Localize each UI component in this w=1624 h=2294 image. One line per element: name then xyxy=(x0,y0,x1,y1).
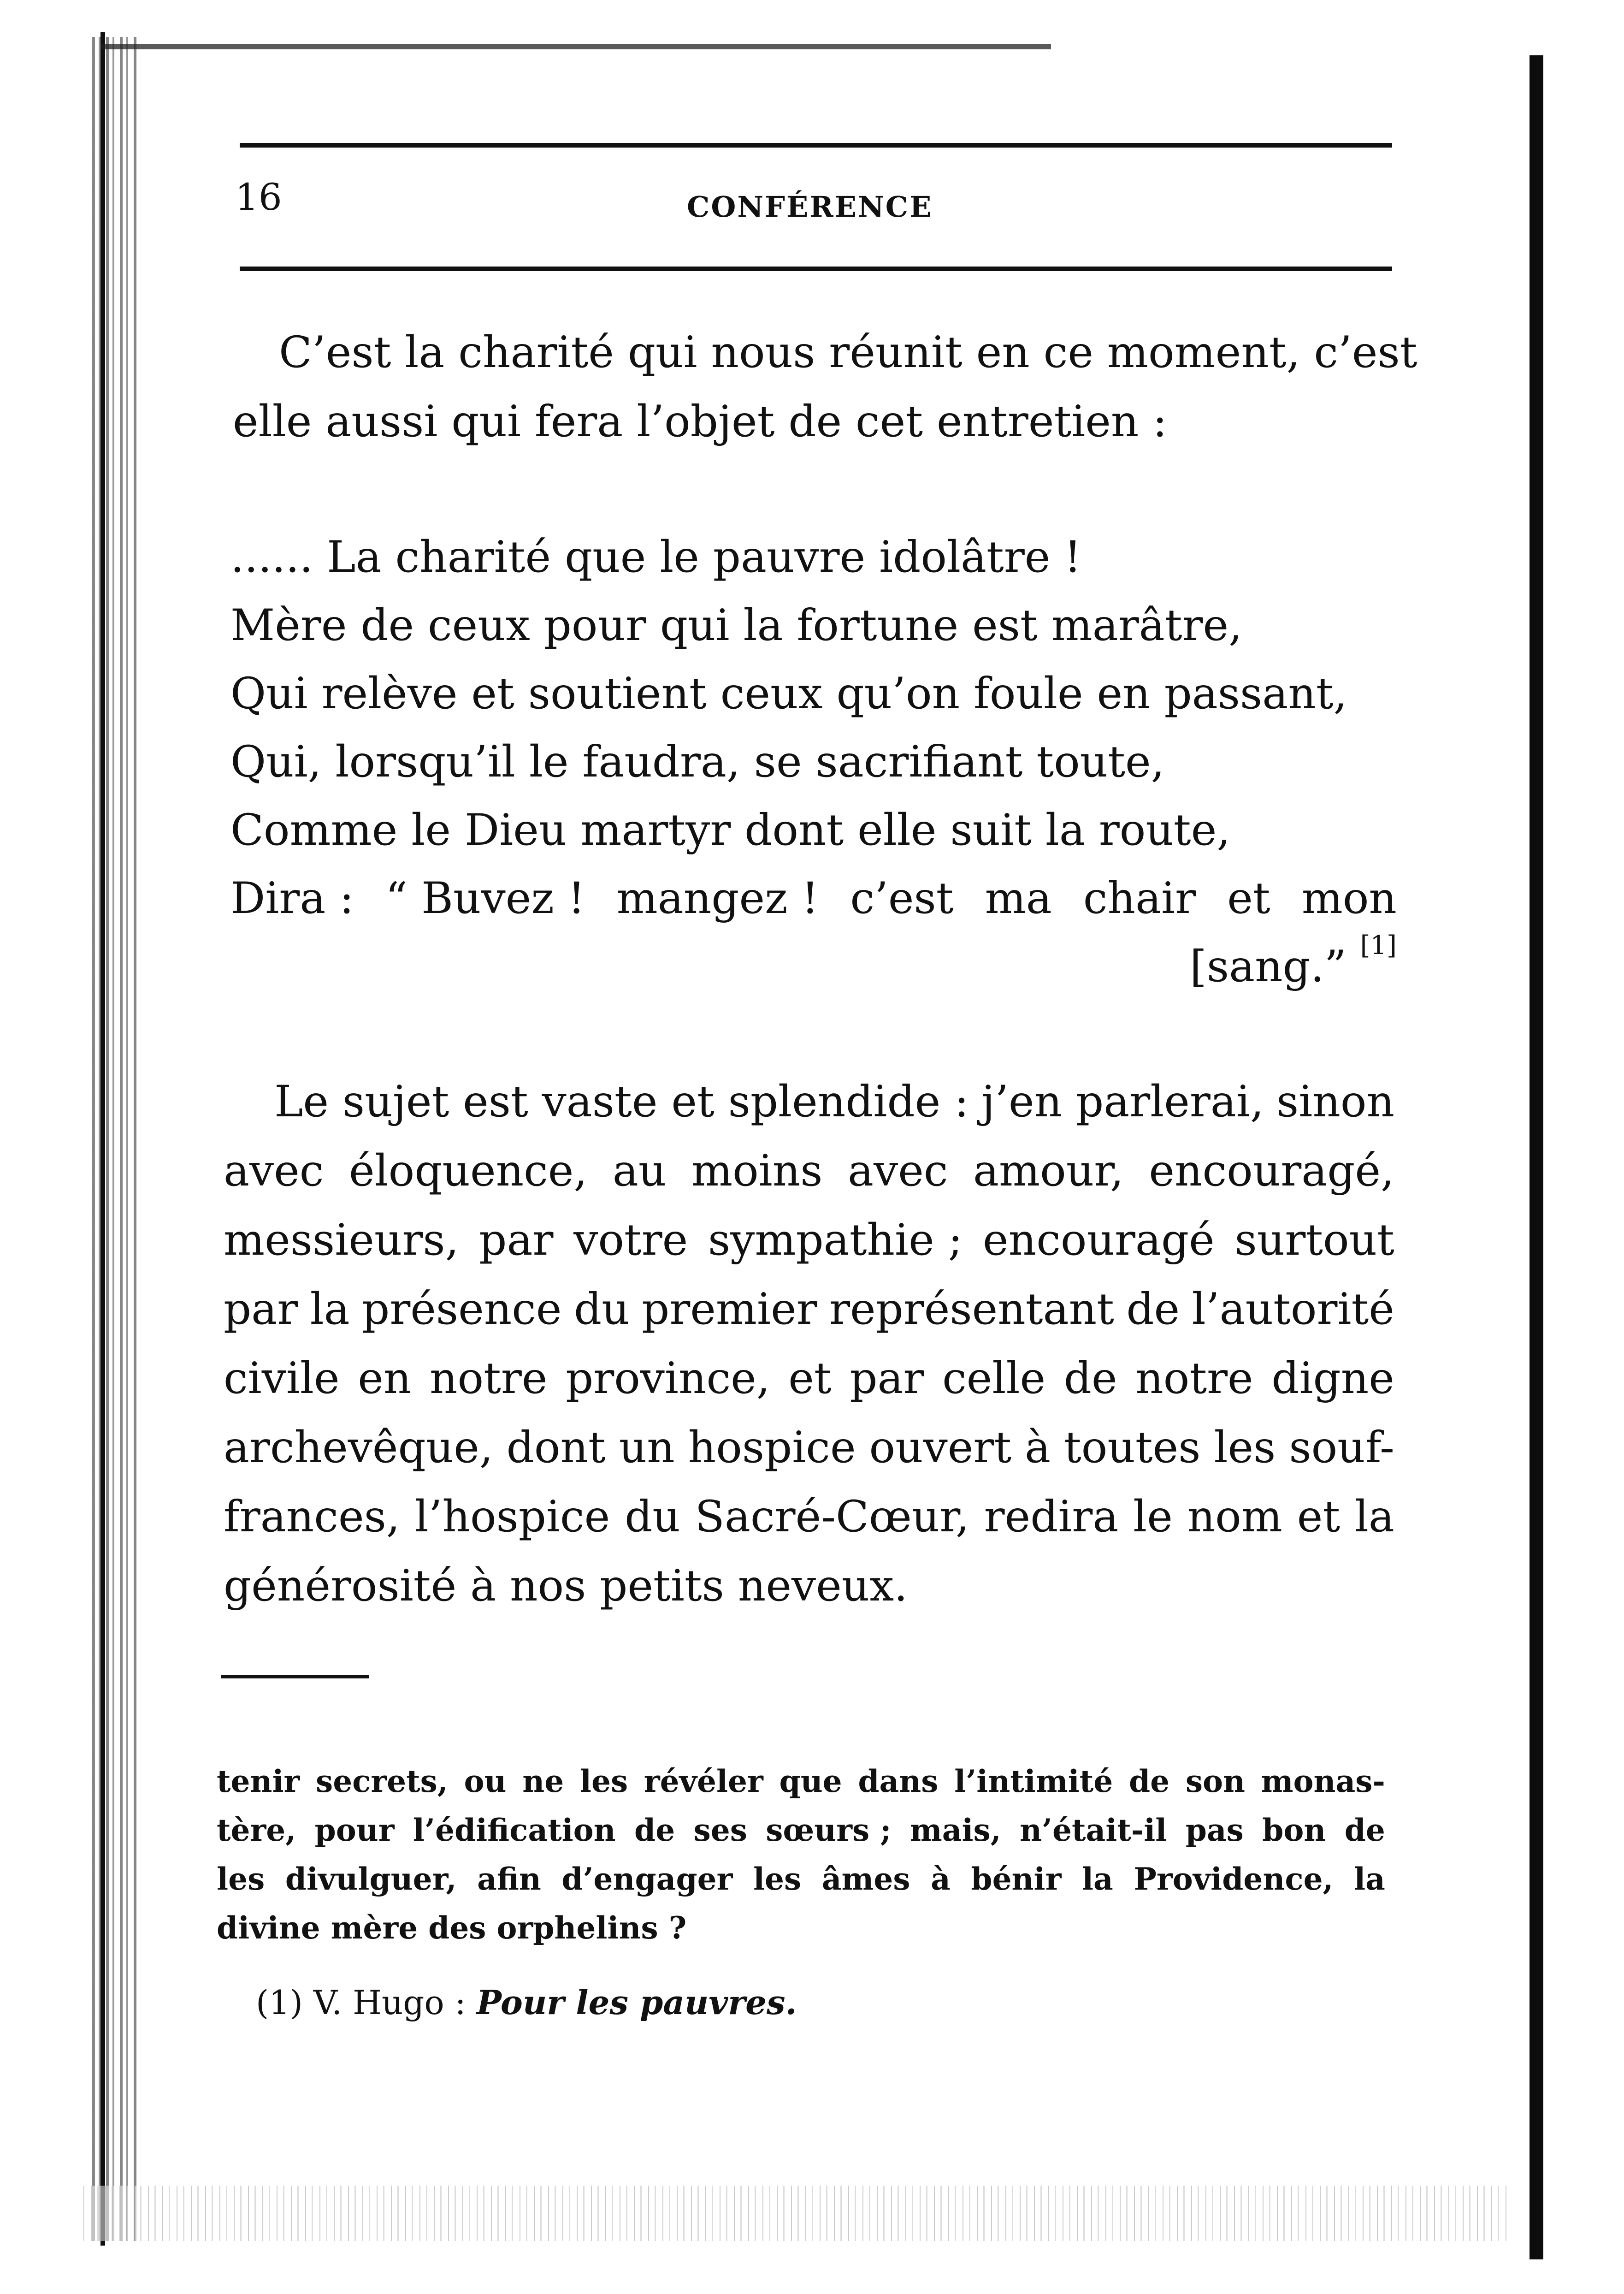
word: mon xyxy=(1301,873,1397,924)
word: âmes xyxy=(821,1861,910,1897)
scan-binding-line xyxy=(100,32,105,2246)
word: Le sujet est vaste et splendide : xyxy=(274,1077,969,1127)
word: hospice xyxy=(688,1423,856,1473)
word: les xyxy=(579,1763,628,1799)
word: au xyxy=(612,1146,667,1196)
footnote-marker: (1) xyxy=(256,1983,303,2022)
word: pas xyxy=(1185,1812,1244,1848)
word: avec xyxy=(848,1146,948,1196)
footnote-work-title: Pour les pauvres. xyxy=(476,1983,797,2022)
word: les xyxy=(1214,1423,1276,1473)
word: son xyxy=(1185,1763,1245,1799)
word: générosité à nos petits neveux. xyxy=(224,1561,908,1611)
text-line xyxy=(224,1344,1394,1413)
word: divine mère des orphelins ? xyxy=(217,1910,687,1946)
verse-runover-text: [sang.” xyxy=(1190,942,1346,992)
word: tenir xyxy=(217,1763,300,1799)
footnote xyxy=(256,1983,797,2022)
word: en xyxy=(358,1353,412,1404)
word: l’hospice xyxy=(414,1492,610,1542)
word: Dira : xyxy=(230,873,354,924)
word: chair xyxy=(1083,873,1196,924)
verse-line: Comme le Dieu martyr dont elle suit la route, xyxy=(230,805,1231,855)
word: Providence, xyxy=(1134,1861,1334,1897)
word: surtout xyxy=(1234,1215,1394,1265)
word: sœurs ; xyxy=(766,1812,892,1848)
word: à xyxy=(1025,1423,1051,1473)
word: d’engager xyxy=(561,1861,733,1897)
verse-last-line xyxy=(230,865,1397,933)
text-line xyxy=(224,1206,1394,1275)
verse-line: Mère de ceux pour qui la fortune est marâtre, xyxy=(230,600,1243,651)
word: “ Buvez ! xyxy=(385,873,585,924)
word: sympathie ; xyxy=(708,1215,963,1265)
word: et xyxy=(1227,873,1270,924)
word: et xyxy=(788,1353,832,1404)
word: dans xyxy=(858,1763,939,1799)
word: dont xyxy=(506,1423,606,1473)
word: C’est la charité qui nous réunit en ce moment, c’est xyxy=(279,327,1417,378)
word: notre xyxy=(430,1353,548,1404)
footnote-separator xyxy=(221,1675,369,1678)
word: de xyxy=(1126,1284,1180,1334)
word: de xyxy=(634,1812,675,1848)
verse-runover xyxy=(230,933,1397,1001)
word: pour xyxy=(314,1812,395,1848)
header-rule-top xyxy=(240,143,1392,148)
word: redira xyxy=(984,1492,1119,1542)
word: les xyxy=(217,1861,265,1897)
word: ou xyxy=(464,1763,507,1799)
word: la xyxy=(310,1284,350,1334)
word: tère, xyxy=(217,1812,296,1848)
text-line xyxy=(224,1482,1394,1552)
word: représentant xyxy=(829,1284,1114,1334)
word: frances, xyxy=(224,1492,400,1542)
verse-line: Qui relève et soutient ceux qu’on foule en passant, xyxy=(230,669,1347,719)
word: l’intimité xyxy=(954,1763,1113,1799)
word: digne xyxy=(1271,1353,1394,1404)
word: du xyxy=(574,1284,630,1334)
word: l’édification xyxy=(413,1812,616,1848)
word: les xyxy=(753,1861,802,1897)
word: monas- xyxy=(1261,1763,1385,1799)
text-line xyxy=(217,1806,1385,1855)
word: par xyxy=(479,1215,554,1265)
word: ouvert xyxy=(869,1423,1012,1473)
word: éloquence, xyxy=(348,1146,588,1196)
text-line xyxy=(224,1552,1394,1621)
word: civile xyxy=(224,1353,340,1404)
word: par xyxy=(224,1284,298,1334)
word: révéler xyxy=(644,1763,763,1799)
text-line xyxy=(217,1855,1385,1903)
word: mais, xyxy=(909,1812,1001,1848)
text-line xyxy=(233,318,1417,387)
word: et xyxy=(1297,1492,1341,1542)
word: l’autorité xyxy=(1192,1284,1394,1334)
word: toutes xyxy=(1063,1423,1201,1473)
word: ne xyxy=(522,1763,564,1799)
word: un xyxy=(619,1423,675,1473)
word: la xyxy=(1354,1492,1394,1542)
text-line xyxy=(224,1275,1394,1344)
text-line xyxy=(217,1903,1385,1952)
word: du xyxy=(625,1492,680,1542)
word: le xyxy=(1133,1492,1173,1542)
word: celle xyxy=(942,1353,1046,1404)
word: avec xyxy=(224,1146,324,1196)
scan-bottom-noise xyxy=(83,2186,1512,2241)
word: de xyxy=(1128,1763,1170,1799)
word: bénir xyxy=(971,1861,1062,1897)
intro-paragraph xyxy=(233,318,1417,456)
word: la xyxy=(1354,1861,1385,1897)
word: sinon xyxy=(1276,1077,1394,1127)
word: moins xyxy=(691,1146,823,1196)
footnote-reference: [1] xyxy=(1360,931,1397,960)
word: que xyxy=(779,1763,842,1799)
main-paragraph xyxy=(224,1067,1394,1621)
word: secrets, xyxy=(316,1763,448,1799)
word: afin xyxy=(477,1861,541,1897)
word: Sacré-Cœur, xyxy=(695,1492,969,1542)
word: elle aussi qui fera l’objet de cet entretien : xyxy=(233,397,1168,447)
verse-line: ...... La charité que le pauvre idolâtre ! xyxy=(230,532,1082,582)
word: ses xyxy=(693,1812,747,1848)
scan-right-edge xyxy=(1530,55,1543,2259)
word: souf- xyxy=(1289,1423,1394,1473)
word: divulguer, xyxy=(285,1861,457,1897)
word: bon xyxy=(1262,1812,1326,1848)
word: ma xyxy=(985,873,1052,924)
word: n’était-il xyxy=(1020,1812,1167,1848)
text-line xyxy=(224,1413,1394,1482)
verse-line: Qui, lorsqu’il le faudra, se sacrifiant toute, xyxy=(230,737,1165,787)
word: nom xyxy=(1187,1492,1282,1542)
word: notre xyxy=(1135,1353,1253,1404)
word: de xyxy=(1063,1353,1117,1404)
word: j’en parlerai, xyxy=(981,1077,1264,1127)
text-line xyxy=(217,1757,1385,1806)
word: votre xyxy=(573,1215,688,1265)
header-rule-bottom xyxy=(240,267,1392,271)
word: mangez ! xyxy=(616,873,819,924)
verse-quotation xyxy=(230,523,1397,1001)
scan-top-edge xyxy=(101,44,1051,49)
word: encouragé xyxy=(983,1215,1215,1265)
word: messieurs, xyxy=(224,1215,459,1265)
word: présence xyxy=(362,1284,562,1334)
word: archevêque, xyxy=(224,1423,493,1473)
footnote-continuation xyxy=(217,1757,1385,1952)
word: par xyxy=(850,1353,924,1404)
text-line xyxy=(224,1067,1394,1137)
text-line xyxy=(233,387,1394,456)
word: c’est xyxy=(850,873,954,924)
word: à xyxy=(931,1861,951,1897)
word: province, xyxy=(566,1353,770,1404)
page-number: 16 xyxy=(235,176,282,219)
word: encouragé, xyxy=(1149,1146,1394,1196)
text-line xyxy=(224,1137,1394,1206)
running-title: CONFÉRENCE xyxy=(687,190,933,224)
word: de xyxy=(1344,1812,1385,1848)
word: la xyxy=(1081,1861,1113,1897)
scan-binding-edge xyxy=(92,37,138,2241)
footnote-author: V. Hugo : xyxy=(313,1983,466,2022)
word: premier xyxy=(642,1284,817,1334)
word: amour, xyxy=(973,1146,1124,1196)
